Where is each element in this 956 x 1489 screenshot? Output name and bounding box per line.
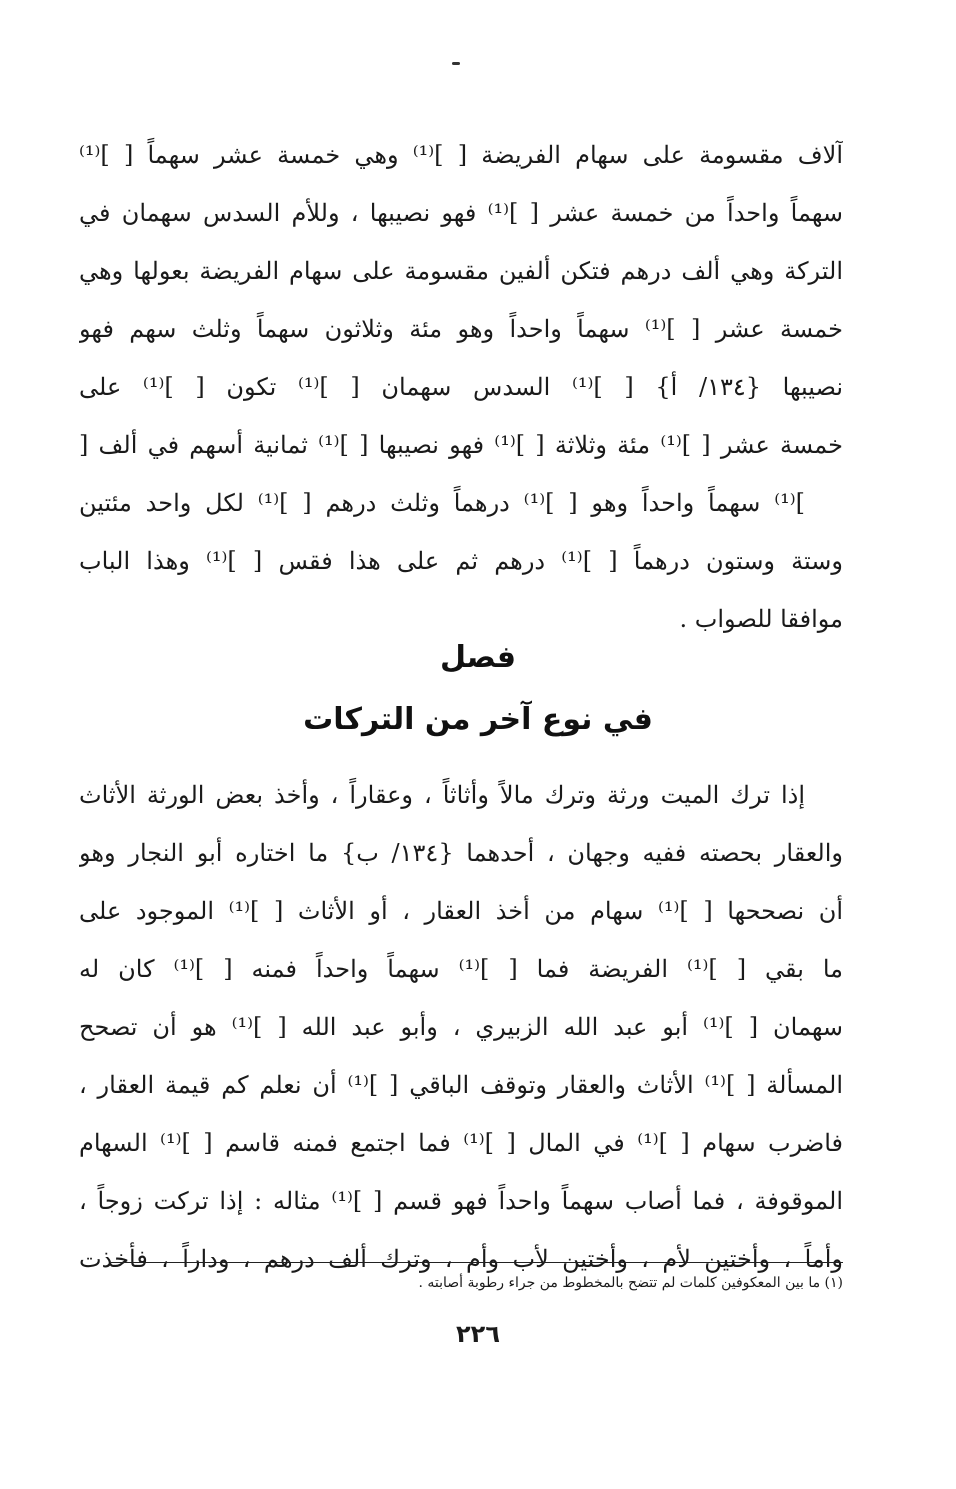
paragraph-1 [79,126,843,648]
section-title: فصل [440,640,516,675]
top-dot-mark [452,62,460,65]
text-line: ما بقي [ ]⁽¹⁾ الفريضة فما [ ]⁽¹⁾ سهماً واحداً فمنه [ ]⁽¹⁾ كان له [79,955,843,983]
text-line: سهماً واحداً من خمسة عشر [ ]⁽¹⁾ فهو نصيبها ، وللأم السدس سهمان في [79,199,843,227]
text-line: وستة وستون درهماً [ ]⁽¹⁾ درهم ثم على هذا فقس [ ]⁽¹⁾ وهذا الباب [79,547,843,575]
text-line: والعقار بحصته ففيه وجهان ، أحدهما {١٣٤/ ب} ما اختاره أبو النجار وهو [79,839,843,867]
section-subtitle: في نوع آخر من التركات [303,702,653,737]
text-line: أن نصححها [ ]⁽¹⁾ سهام من أخذ العقار ، أو الأثاث [ ]⁽¹⁾ الموجود على [79,897,843,925]
text-line: موافقا للصواب . [679,605,843,633]
footnote-divider [111,1262,843,1263]
text-line: ]⁽¹⁾ سهماً واحداً وهو [ ]⁽¹⁾ درهماً وثلث درهم [ ]⁽¹⁾ لكل واحد مئتين [79,489,805,517]
text-line: المسألة [ ]⁽¹⁾ الأثاث والعقار وتوقف الباقي [ ]⁽¹⁾ أن نعلم كم قيمة العقار ، [79,1071,843,1099]
page-number: ٢٢٦ [456,1320,500,1348]
text-line: خمسة عشر [ ]⁽¹⁾ مئة وثلاثة [ ]⁽¹⁾ فهو نصيبها [ ]⁽¹⁾ ثمانية أسهم في ألف [ [79,431,843,459]
paragraph-2 [79,766,843,1288]
text-line: التركة وهي ألف درهم فتكن ألفين مقسومة على سهام الفريضة بعولها وهي [79,257,843,285]
text-line: آلاف مقسومة على سهام الفريضة [ ]⁽¹⁾ وهي خمسة عشر سهماً [ ]⁽¹⁾ [79,141,843,169]
text-line: إذا ترك الميت ورثة وترك مالاً وأثاثاً ، وعقاراً ، وأخذ بعض الورثة الأثاث [79,781,805,809]
text-line: سهمان [ ]⁽¹⁾ أبو عبد الله الزبيري ، وأبو عبد الله [ ]⁽¹⁾ هو أن تصحح [79,1013,843,1041]
text-line: وأماً ، وأختين لأم ، وأختين لأب وأم ، وترك ألف درهم ، وداراً ، فأخذت [79,1245,843,1273]
text-line: خمسة عشر [ ]⁽¹⁾ سهماً واحداً وهو مئة وثلاثون سهماً وثلث سهم فهو [79,315,843,343]
text-line: فاضرب سهام [ ]⁽¹⁾ في المال [ ]⁽¹⁾ فما اجتمع فمنه قاسم [ ]⁽¹⁾ السهام [79,1129,843,1157]
text-line: الموقوفة ، فما أصاب سهماً واحداً فهو قسم [ ]⁽¹⁾ مثاله : إذا تركت زوجاً ، [79,1187,843,1215]
text-line: نصيبها {١٣٤/ أ} [ ]⁽¹⁾ السدس سهمان [ ]⁽¹⁾ تكون [ ]⁽¹⁾ على [79,373,843,401]
footnote: (١) ما بين المعكوفين كلمات لم تتضح بالمخطوط من جراء رطوبة أصابته . [418,1275,843,1291]
